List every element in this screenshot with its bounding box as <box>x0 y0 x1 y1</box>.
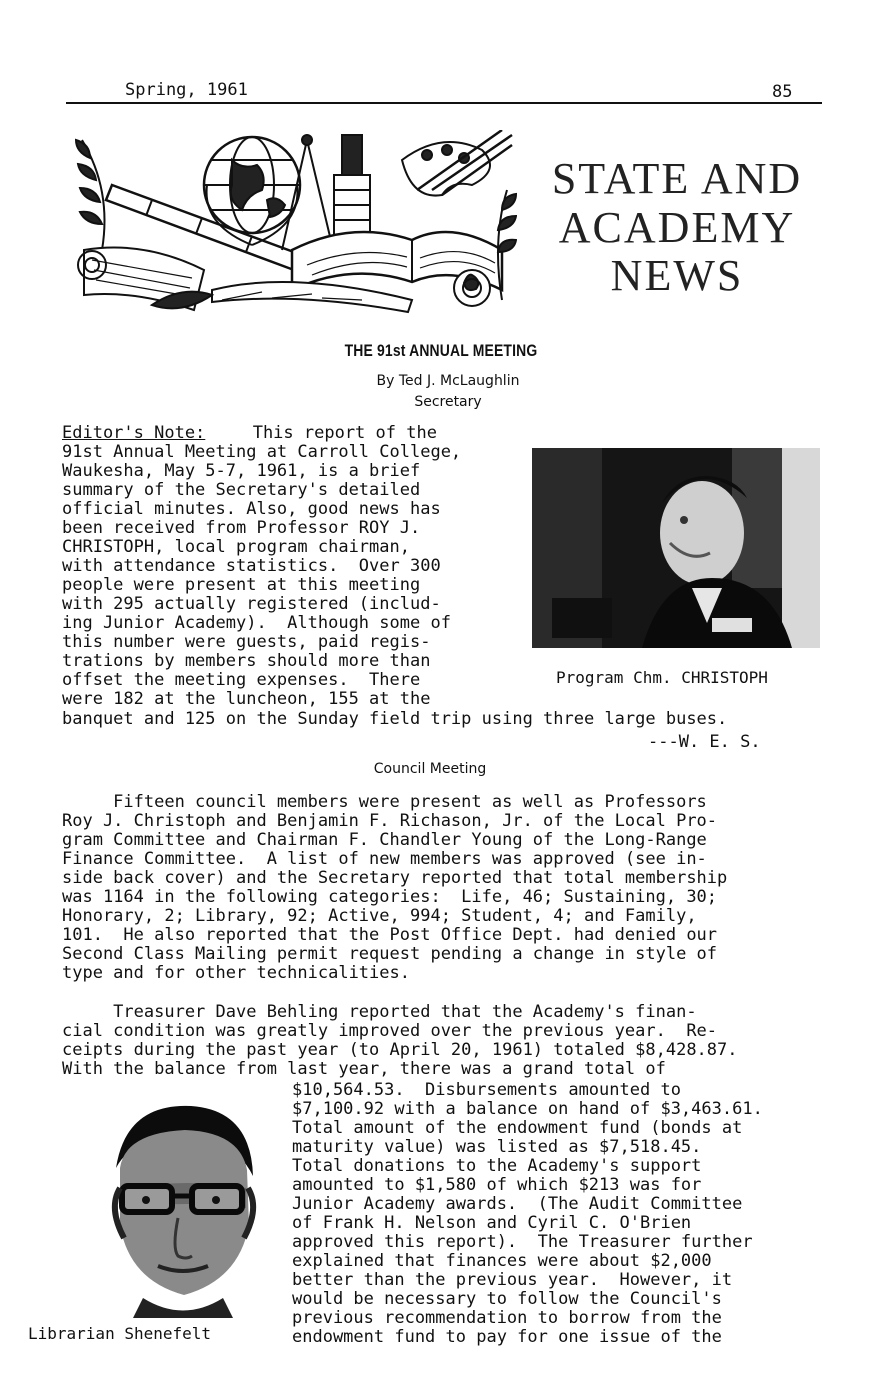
article-byline-role: Secretary <box>414 394 482 410</box>
treasurer-paragraph-line: previous recommendation to borrow from the <box>292 1308 722 1328</box>
treasurer-paragraph-line: Total donations to the Academy's support <box>292 1156 702 1176</box>
editors-note-line: official minutes. Also, good news has <box>62 499 441 519</box>
editors-note-line: ing Junior Academy). Although some of <box>62 613 451 633</box>
editors-note-line: trations by members should more than <box>62 651 431 671</box>
editors-note-line: were 182 at the luncheon, 155 at the <box>62 689 431 709</box>
council-paragraph-line: Finance Committee. A list of new members was approved (see in- <box>62 849 707 869</box>
portrait-photo-icon <box>532 448 820 648</box>
editors-note-signature: ---W. E. S. <box>648 732 761 752</box>
editors-note-line: CHRISTOPH, local program chairman, <box>62 537 410 557</box>
running-header-date: Spring, 1961 <box>125 80 248 100</box>
treasurer-paragraph-line: amounted to $1,580 of which $213 was for <box>292 1175 702 1195</box>
masthead-title-line: NEWS <box>610 251 744 300</box>
editors-note-line: this number were guests, paid regis- <box>62 632 431 652</box>
treasurer-paragraph-line: better than the previous year. However, it <box>292 1270 733 1290</box>
article-title: THE 91st ANNUAL MEETING <box>344 341 538 360</box>
masthead-title-line: STATE AND <box>551 154 803 203</box>
editors-note-line: people were present at this meeting <box>62 575 421 595</box>
treasurer-paragraph-line: Total amount of the endowment fund (bonds at <box>292 1118 743 1138</box>
editors-note-line: summary of the Secretary's detailed <box>62 480 421 500</box>
council-paragraph-line: type and for other technicalities. <box>62 963 410 983</box>
council-paragraph-line: 101. He also reported that the Post Office Dept. had denied our <box>62 925 718 945</box>
photo-caption: Program Chm. CHRISTOPH <box>556 668 768 687</box>
council-paragraph-line: Fifteen council members were present as well as Professors <box>62 792 707 812</box>
treasurer-paragraph-line: $10,564.53. Disbursements amounted to <box>292 1080 681 1100</box>
treasurer-paragraph-line: of Frank H. Nelson and Cyril C. O'Brien <box>292 1213 692 1233</box>
editors-note-line: 91st Annual Meeting at Carroll College, <box>62 442 462 462</box>
photo-program-chairman <box>532 448 820 648</box>
editors-note-line: This report of the <box>222 423 437 443</box>
editors-note-line: with 295 actually registered (includ- <box>62 594 441 614</box>
treasurer-paragraph-line: cial condition was greatly improved over the previous year. Re- <box>62 1021 718 1041</box>
treasurer-paragraph-line: endowment fund to pay for one issue of the <box>292 1327 722 1347</box>
masthead-emblem-icon <box>72 130 517 315</box>
treasurer-paragraph-line: $7,100.92 with a balance on hand of $3,463.61. <box>292 1099 763 1119</box>
treasurer-paragraph-line: ceipts during the past year (to April 20, 1961) totaled $8,428.87. <box>62 1040 738 1060</box>
council-paragraph-line: Honorary, 2; Library, 92; Active, 994; Student, 4; and Family, <box>62 906 697 926</box>
article-byline: By Ted J. McLaughlin <box>376 373 520 389</box>
council-paragraph-line: was 1164 in the following categories: Life, 46; Sustaining, 30; <box>62 887 718 907</box>
council-paragraph-line: Roy J. Christoph and Benjamin F. Richason, Jr. of the Local Pro- <box>62 811 718 831</box>
treasurer-paragraph-line: explained that finances were about $2,000 <box>292 1251 712 1271</box>
photo-librarian <box>88 1098 280 1318</box>
treasurer-paragraph-line: Junior Academy awards. (The Audit Committee <box>292 1194 743 1214</box>
photo-caption: Librarian Shenefelt <box>28 1324 212 1343</box>
council-paragraph-line: gram Committee and Chairman F. Chandler Young of the Long-Range <box>62 830 707 850</box>
editors-note-line: Waukesha, May 5-7, 1961, is a brief <box>62 461 421 481</box>
editors-note-line: with attendance statistics. Over 300 <box>62 556 441 576</box>
section-heading: Council Meeting <box>373 761 487 777</box>
treasurer-paragraph-line: With the balance from last year, there was a grand total of <box>62 1059 666 1079</box>
editors-note-label: Editor's Note: <box>62 423 206 443</box>
treasurer-paragraph-line: Treasurer Dave Behling reported that the Academy's finan- <box>62 1002 697 1022</box>
treasurer-paragraph-line: approved this report). The Treasurer further <box>292 1232 753 1252</box>
header-rule <box>66 102 822 104</box>
editors-note-line: been received from Professor ROY J. <box>62 518 421 538</box>
council-paragraph-line: Second Class Mailing permit request pending a change in style of <box>62 944 718 964</box>
page-number: 85 <box>772 82 793 102</box>
treasurer-paragraph-line: maturity value) was listed as $7,518.45. <box>292 1137 702 1157</box>
editors-note-line: banquet and 125 on the Sunday field trip using three large buses. <box>62 709 728 729</box>
masthead-title-line: ACADEMY <box>558 203 796 252</box>
council-paragraph-line: side back cover) and the Secretary reported that total membership <box>62 868 728 888</box>
editors-note-line: offset the meeting expenses. There <box>62 670 421 690</box>
portrait-photo-icon <box>88 1098 280 1318</box>
treasurer-paragraph-line: would be necessary to follow the Council's <box>292 1289 722 1309</box>
